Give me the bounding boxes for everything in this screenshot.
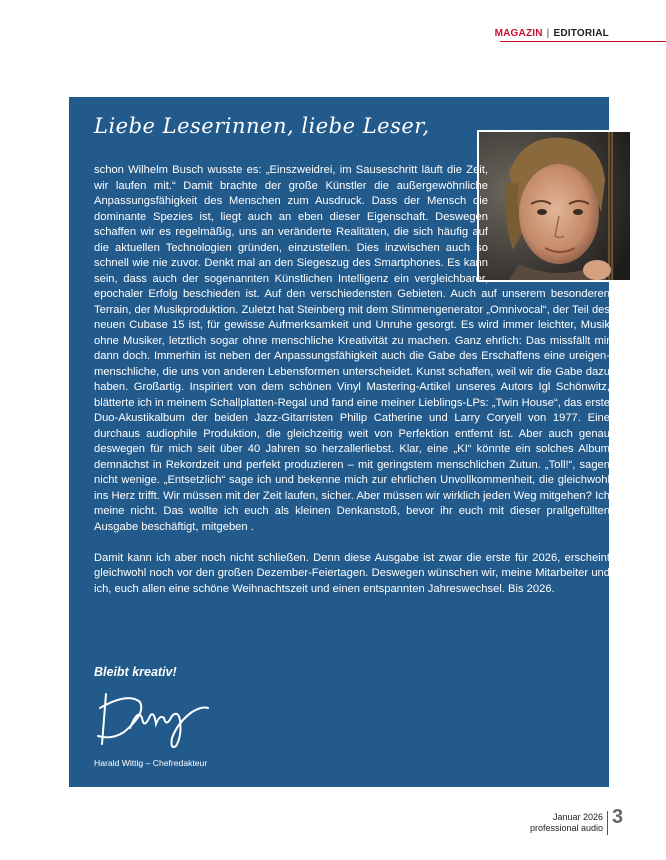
editorial-paragraph-1: schon Wilhelm Busch wusste es: „Einszweidrei, im Sauseschritt läuft die Zeit, wir laufen mit.“ Damit brachte der große Künstler die außergewöhnliche Anpassungsfähigkeit des Menschen zum Ausdruck. Dass der Mensch die dominante Spezies ist, liegt auch an eben dieser Eigenschaft. Deswegen schaffen wir es regelmäßig, uns an veränderte Realitäten, die sich häufig auf die aktuellen Technologien gründen, einzustellen. Dies inzwischen auch so schnell wie nie zuvor. Denkt mal an den Siegeszug des Smartphones. Es kann sein, dass auch der sogenannten Künstlichen Intelligenz ein vergleichbarer, epochaler Erfolg beschieden ist. Auf den verschiedensten Gebieten. Auch auf unserem besonderen Terrain, der Musikproduktion. Zuletzt hat Steinberg mit dem Stimmengenerator „Omnivocal“, der Teil des neuen Cubase 15 ist, für gewisse Aufmerksamkeit und Unruhe gesorgt. Es wird immer leichter, Musik ohne Musiker, letztlich sogar ohne menschliche Kreativität zu machen. Ganz ehrlich: Das missfällt mir dann doch. Immerhin ist neben der Anpassungsfähigkeit auch die Gabe des Erschaffens eine ureigen-menschliche, die uns von anderen Lebensformen unterscheidet. Kunst schaffen, weil wir die Gabe dazu haben. Großartig. Inspiriert von dem schönen Vinyl Mastering-Artikel unseres Autors Igl Schönwitz, blätterte ich in meinem Schallplatten-Regal und fand eine meiner Lieblings-LPs: „Twin House“, das erste Duo-Akustikalbum der beiden Jazz-Gitarristen Philip Catherine und Larry Coryell von 1977. Eine durchaus audiophile Produktion, die gleichzeitig weit von Perfektion entfernt ist. Aber auch genau deswegen für mich seit über 40 Jahren so herzallerliebst. Klar, eine „KI“ könnte ein solches Album demnächst in Rekordzeit und perfekt produzieren – mit geringstem menschlichen Zutun. „Toll!“, sagen nicht wenige. „Entsetzlich“ sage ich und bekenne mich zur ehrlichen Unvollkommenheit, die gleichwohl ins Herz trifft. Wir müssen mit der Zeit laufen, sicher. Aber müssen wir wirklich jeden Weg mitgehen? Ich meine nicht. Das wollte ich euch als kleinen Denkanstoß, bevor ihr euch mit dieser prallgefüllten Ausgabe beschäftigt, mitgeben . xyxy=(94,164,610,533)
header-category: MAGAZIN xyxy=(494,28,543,39)
editorial-paragraph-2: Damit kann ich aber noch nicht schließen. Denn diese Ausgabe ist zwar die erste für 2026, erscheint gleichwohl noch vor den großen Dezember-Feiertagen. Deswegen wünschen wir, meine Mitarbeiter und ich, euch allen eine schöne Weihnachtszeit und einen entspannten Jahreswechsel. Bis 2026. xyxy=(94,551,610,595)
author-credit: Harald Wittig – Chefredakteur xyxy=(94,758,208,768)
page-number: 3 xyxy=(612,806,624,828)
author-signature xyxy=(94,688,214,755)
header-rule xyxy=(500,41,666,42)
editorial-closing: Bleibt kreativ! xyxy=(94,665,177,679)
header-section: EDITORIAL xyxy=(553,28,609,39)
editorial-greeting: Liebe Leserinnen, liebe Leser, xyxy=(94,114,430,138)
signature-image xyxy=(94,688,214,750)
editorial-body xyxy=(94,163,610,597)
footer-magazine: professional audio xyxy=(529,823,603,833)
section-header xyxy=(495,28,609,39)
footer-divider xyxy=(607,811,608,835)
header-separator: | xyxy=(546,28,550,39)
footer-issue: Januar 2026 xyxy=(552,812,603,822)
photo-text-wrap xyxy=(488,163,610,285)
page-footer xyxy=(530,812,603,834)
